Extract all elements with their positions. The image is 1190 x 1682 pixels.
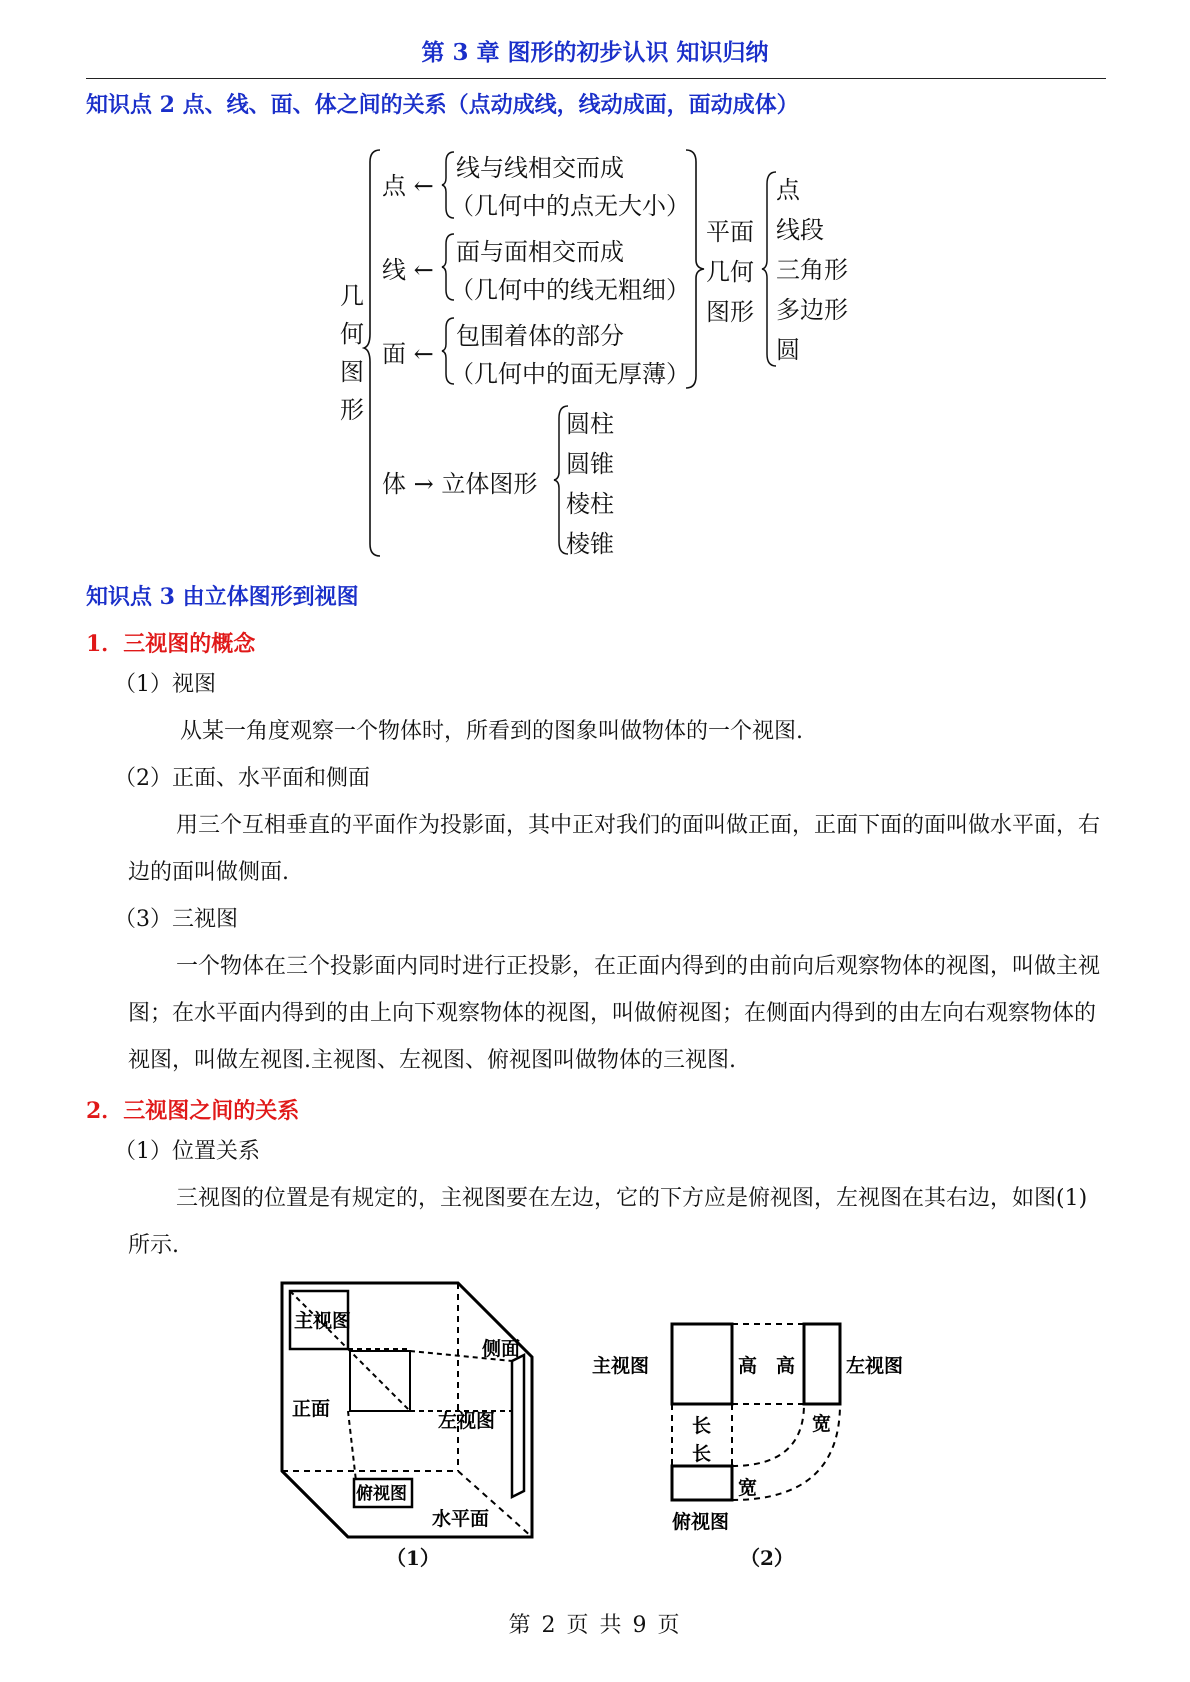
tree-plane-title-3: 图形 [706,298,754,326]
tree-root-3: 图 [340,358,364,386]
fig2-height-label: 高 [738,1355,758,1377]
tree-point-label: 点 ← [382,172,434,200]
tree-point-line1: 线与线相交而成 [456,154,624,182]
tree-plane-title-1: 平面 [706,218,754,246]
figure-2 [590,1310,920,1540]
tree-root-1: 几 [340,282,364,310]
tree-solid-item: 棱柱 [566,490,614,518]
tree-plane-item: 线段 [776,216,824,244]
fig1-top-view-label: 俯视图 [356,1484,407,1504]
tree-line-label: 线 ← [382,256,434,284]
kp3-s1-i2-text: 用三个互相垂直的平面作为投影面，其中正对我们的面叫做正面，正面下面的面叫做水平面，右边的面叫做侧面. [128,813,1101,885]
fig1-front-view-label: 主视图 [294,1310,352,1332]
tree-plane-title-2: 几何 [706,258,754,286]
tree-plane-item: 点 [776,176,800,204]
header-rule [86,78,1106,79]
tree-face-line2: （几何中的面无厚薄） [450,360,690,388]
fig2-length-label: 长 [692,1415,712,1437]
tree-line-line1: 面与面相交而成 [456,238,624,266]
tree-main-brace [362,148,384,558]
fig1-front-label: 正面 [292,1398,331,1420]
fig1-horizontal-label: 水平面 [432,1508,490,1530]
kp3-s2-i1-label: （1）位置关系 [114,1139,260,1164]
fig2-width-label: 宽 [812,1413,832,1435]
tree-solid-item: 棱锥 [566,530,614,558]
kp3-s1-i3-text: 一个物体在三个投影面内同时进行正投影，在正面内得到的由前向后观察物体的视图，叫做主视图；在水平面内得到的由上向下观察物体的视图，叫做俯视图；在侧面内得到的由左向右观察物体的视图，叫做左视图.主视图、左视图、俯视图叫做物体的三视图. [128,954,1101,1073]
kp3-title: 知识点 3 由立体图形到视图 [86,584,359,610]
tree-solid-label: 体 → 立体图形 [382,470,538,498]
tree-solid-item: 圆柱 [566,410,614,438]
tree-solid-item: 圆锥 [566,450,614,478]
tree-root-4: 形 [340,396,364,424]
fig2-length-label: 长 [692,1443,712,1465]
fig2-left-view-label: 左视图 [846,1355,904,1377]
tree-root-2: 何 [340,320,364,348]
kp3-s1-i1-text: 从某一角度观察一个物体时，所看到的图象叫做物体的一个视图. [180,719,803,744]
fig2-height-label: 高 [776,1355,796,1377]
page-header: 第 3 章 图形的初步认识 知识归纳 [421,39,769,66]
fig2-width-label: 宽 [738,1477,758,1499]
fig1-caption: （1） [386,1546,440,1570]
tree-face-label: 面 ← [382,340,434,368]
fig2-caption: （2） [740,1546,794,1570]
tree-line-line2: （几何中的线无粗细） [450,276,690,304]
kp3-s1-i3-label: （3）三视图 [114,907,238,932]
tree-point-line2: （几何中的点无大小） [450,192,690,220]
figure-1 [270,1275,540,1575]
tree-plane-item: 圆 [776,336,800,364]
fig1-side-label: 侧面 [482,1338,521,1360]
kp3-s1-i2-label: （2）正面、水平面和侧面 [114,766,370,791]
fig1-left-view-label: 左视图 [438,1410,496,1432]
kp3-s2-i1-text: 三视图的位置是有规定的，主视图要在左边，它的下方应是俯视图，左视图在其右边，如图(1)所示. [128,1186,1088,1258]
kp3-s1-i1-label: （1）视图 [114,672,216,697]
tree-plane-item: 三角形 [776,256,848,284]
tree-plane-item: 多边形 [776,296,848,324]
kp2-title: 知识点 2 点、线、面、体之间的关系（点动成线，线动成面，面动成体） [86,92,799,118]
tree-face-line1: 包围着体的部分 [456,322,624,350]
page-footer: 第 2 页 共 9 页 [508,1613,682,1638]
tree-plane-group-brace [684,148,706,390]
fig2-top-view-label: 俯视图 [672,1511,730,1533]
kp3-s2-title: 2．三视图之间的关系 [86,1098,300,1124]
kp3-s1-title: 1．三视图的概念 [86,631,256,657]
fig2-front-view-label: 主视图 [592,1355,650,1377]
